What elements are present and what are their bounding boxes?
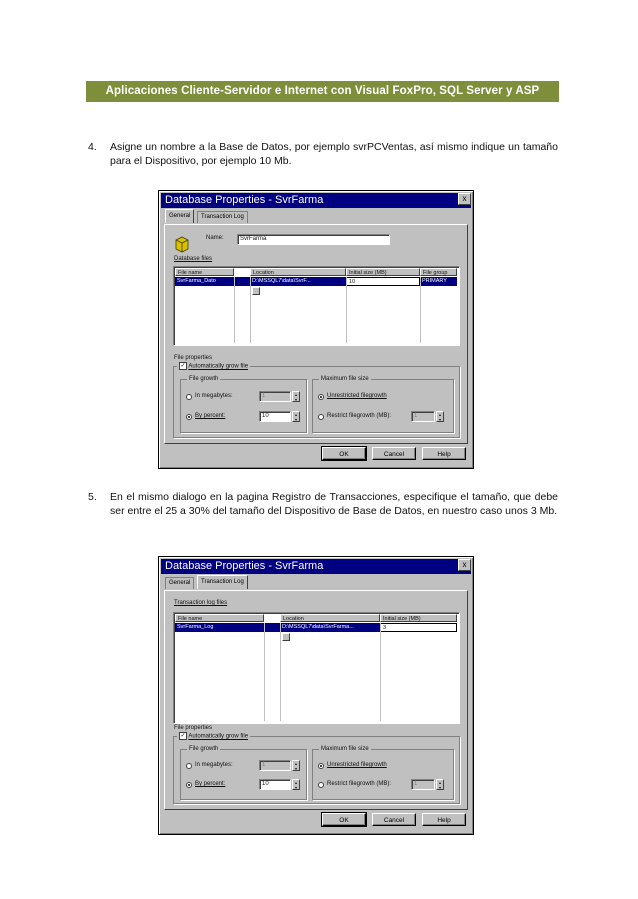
step-text: Asigne un nombre a la Base de Datos, por ejemplo svrPCVentas, así mismo indique un tamaño para el Dispositivo, por ejemplo 10 Mb. [110, 141, 558, 167]
by-percent-radio[interactable] [186, 782, 192, 788]
column-header[interactable]: Initial size (MB) [380, 614, 457, 622]
ok-button[interactable]: OK [322, 813, 366, 826]
restrict-field[interactable]: 1 [411, 411, 435, 422]
spin-icon[interactable]: ▴ ▾ [292, 411, 300, 422]
tab-general[interactable]: General [165, 577, 194, 589]
browse-icon[interactable] [252, 287, 260, 295]
autogrow-row[interactable] [177, 362, 250, 371]
restrict-radio[interactable] [318, 782, 324, 788]
general-panel [164, 224, 468, 444]
dialog-title: Database Properties - SvrFarma [161, 193, 471, 208]
ok-button[interactable]: OK [322, 447, 366, 460]
location-cell[interactable]: D:\MSSQL7\data\SvrF... [250, 277, 346, 286]
grid-divider [420, 277, 421, 343]
step-number: 4. [88, 141, 97, 153]
unrestricted-radio[interactable] [318, 763, 324, 769]
spin-icon[interactable]: ▴ ▾ [292, 760, 300, 771]
name-label: Name: [206, 235, 224, 241]
file-group-cell[interactable]: PRIMARY [420, 277, 457, 286]
transaction-log-panel [164, 590, 468, 810]
tab-transaction-log[interactable]: Transaction Log [197, 211, 248, 223]
transaction-log-files-grid[interactable] [173, 612, 460, 724]
tab-general[interactable]: General [165, 209, 194, 223]
grid-divider [346, 277, 347, 343]
file-properties-label: File properties [174, 355, 213, 361]
close-icon[interactable]: x [458, 193, 471, 205]
initial-size-cell[interactable]: 10 [346, 277, 420, 286]
max-file-size-label: Maximum file size [321, 746, 369, 752]
file-growth-label: File growth [189, 376, 219, 382]
database-properties-dialog-transaction-log [158, 556, 474, 835]
database-files-label: Database files [174, 256, 213, 262]
in-megabytes-label: In megabytes: [195, 762, 233, 768]
megabytes-field[interactable]: 1 [259, 760, 291, 771]
grid-divider [264, 623, 265, 721]
spin-icon[interactable]: ▴ ▾ [292, 779, 300, 790]
file-growth-label: File growth [189, 746, 219, 752]
restrict-label: Restrict filegrowth (MB): [327, 413, 392, 419]
grid-divider [380, 623, 381, 721]
grid-divider [280, 623, 281, 721]
file-growth-group [180, 376, 307, 433]
autogrow-label: Automatically grow file [188, 733, 249, 740]
step-4 [88, 140, 558, 170]
in-megabytes-radio[interactable] [186, 394, 192, 400]
column-header[interactable]: File group [420, 268, 457, 276]
dialog-title: Database Properties - SvrFarma [161, 559, 471, 574]
check-icon[interactable]: ✓ [180, 733, 186, 739]
megabytes-field[interactable]: 1 [259, 391, 291, 402]
database-files-grid[interactable] [173, 266, 460, 346]
by-percent-label: By percent: [195, 413, 226, 419]
file-properties-label: File properties [174, 725, 213, 731]
tab-transaction-log[interactable]: Transaction Log [197, 575, 248, 589]
name-field[interactable]: SvrFarma [237, 234, 390, 245]
by-percent-radio[interactable] [186, 414, 192, 420]
column-header[interactable]: Location [280, 614, 380, 622]
help-button[interactable]: Help [422, 813, 466, 826]
initial-size-cell[interactable]: 3 [380, 623, 457, 632]
location-cell[interactable]: D:\MSSQL7\data\SvrFarma... [280, 623, 380, 632]
restrict-radio[interactable] [318, 414, 324, 420]
transaction-log-files-label: Transaction log files [174, 600, 228, 606]
grid-divider [234, 277, 235, 343]
file-growth-group [180, 746, 307, 800]
unrestricted-label: Unrestricted filegrowth [327, 762, 387, 768]
check-icon[interactable]: ✓ [180, 363, 186, 369]
by-percent-label: By percent: [195, 781, 226, 787]
browse-icon[interactable] [282, 633, 290, 641]
column-header[interactable]: Initial size (MB) [346, 268, 420, 276]
column-header[interactable]: File name [175, 614, 264, 622]
percent-field[interactable]: 10 [259, 411, 291, 422]
cancel-button[interactable]: Cancel [372, 447, 416, 460]
column-header[interactable]: Location [250, 268, 346, 276]
close-icon[interactable]: x [458, 559, 471, 571]
unrestricted-radio[interactable] [318, 394, 324, 400]
max-file-size-group [312, 376, 454, 433]
column-header[interactable]: File name [175, 268, 234, 276]
unrestricted-label: Unrestricted filegrowth [327, 393, 387, 399]
step-text: En el mismo dialogo en la pagina Registro de Transacciones, especifique el tamaño, que debe ser entre el 25 a 30% del tamaño del Dispositivo de Base de Datos, en nuestro caso unos 3 Mb. [110, 491, 558, 517]
database-properties-dialog-general [158, 190, 474, 469]
document-banner: Aplicaciones Cliente-Servidor e Internet con Visual FoxPro, SQL Server y ASP [86, 81, 559, 102]
step-number: 5. [88, 491, 97, 503]
spin-icon[interactable]: ▴ ▾ [292, 391, 300, 402]
file-properties-group [173, 733, 460, 804]
file-name-cell[interactable]: SvrFarma_Dato [175, 277, 250, 286]
step-5 [88, 490, 558, 534]
in-megabytes-label: In megabytes: [195, 393, 233, 399]
max-file-size-label: Maximum file size [321, 376, 369, 382]
spin-icon[interactable]: ▴ ▾ [436, 779, 444, 790]
spin-icon[interactable]: ▴ ▾ [436, 411, 444, 422]
file-properties-group [173, 363, 460, 438]
grid-divider [250, 277, 251, 343]
file-name-cell[interactable]: SvrFarma_Log [175, 623, 280, 632]
help-button[interactable]: Help [422, 447, 466, 460]
percent-field[interactable]: 10 [259, 779, 291, 790]
max-file-size-group [312, 746, 454, 800]
restrict-label: Restrict filegrowth (MB): [327, 781, 392, 787]
cancel-button[interactable]: Cancel [372, 813, 416, 826]
autogrow-row[interactable] [177, 732, 250, 741]
restrict-field[interactable]: 1 [411, 779, 435, 790]
database-icon [174, 235, 190, 253]
in-megabytes-radio[interactable] [186, 763, 192, 769]
autogrow-label: Automatically grow file [188, 363, 249, 370]
